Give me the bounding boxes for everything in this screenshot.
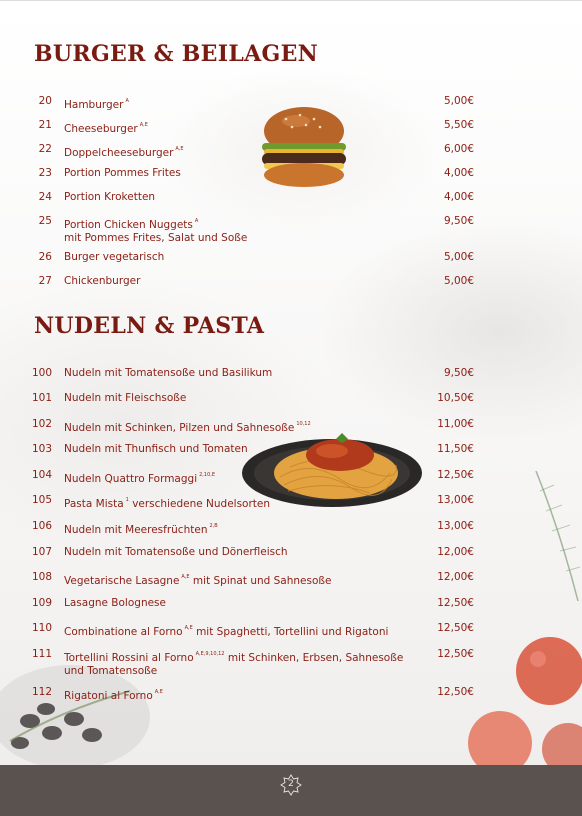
- item-price: 11,50€: [437, 443, 474, 455]
- item-price: 5,00€: [443, 251, 474, 263]
- item-name: Hamburger $^A$: [64, 98, 129, 111]
- item-price: 5,50€: [443, 119, 474, 131]
- item-number: 102: [31, 418, 52, 430]
- item-number: 108: [31, 571, 52, 583]
- tomato-decoration: [460, 621, 582, 771]
- item-price: 11,00€: [437, 418, 474, 430]
- item-number: 101: [31, 392, 52, 404]
- item-price: 12,00€: [437, 546, 474, 558]
- item-name: Chickenburger: [64, 275, 141, 287]
- item-name: Tortellini Rossini al Forno $^{A,E,9,10,12}$ mit Schinken, Erbsen, Sahnesoße und Tomatensoße: [64, 651, 404, 677]
- item-description: mit Pommes Frites, Salat und Soße: [64, 232, 248, 244]
- item-number: 107: [31, 546, 52, 558]
- item-number: 105: [31, 494, 52, 506]
- item-name: Burger vegetarisch: [64, 251, 165, 263]
- item-number: 106: [31, 520, 52, 532]
- item-price: 12,50€: [437, 648, 474, 660]
- item-price: 13,00€: [437, 520, 474, 532]
- item-name: Pasta Mista $^1$ verschiedene Nudelsorten: [64, 497, 271, 510]
- item-name: Portion Chicken Nuggets $^A$ mit Pommes Frites, Salat und Soße: [64, 218, 248, 244]
- page-footer: [0, 765, 582, 816]
- item-name: Nudeln mit Thunfisch und Tomaten: [64, 443, 248, 455]
- item-name: Combinatione al Forno $^{A,E}$ mit Spaghetti, Tortellini und Rigatoni: [64, 625, 389, 638]
- item-name: Doppelcheeseburger $^{A,E}$: [64, 146, 184, 159]
- item-name: Nudeln mit Meeresfrüchten $^{2,B}$: [64, 523, 218, 536]
- item-name: Rigatoni al Forno $^{A,E}$: [64, 689, 163, 702]
- item-number: 20: [38, 95, 52, 107]
- item-price: 5,00€: [443, 275, 474, 287]
- item-number: 23: [38, 167, 52, 179]
- item-name: Cheeseburger $^{A,E}$: [64, 122, 148, 135]
- item-name: Nudeln mit Fleischsoße: [64, 392, 187, 404]
- item-price: 4,00€: [443, 167, 474, 179]
- item-price: 12,50€: [437, 469, 474, 481]
- item-number: 110: [31, 622, 52, 634]
- item-price: 12,00€: [437, 571, 474, 583]
- item-name: Lasagne Bolognese: [64, 597, 166, 609]
- item-name: Portion Kroketten: [64, 191, 156, 203]
- item-price: 6,00€: [443, 143, 474, 155]
- item-name: Vegetarische Lasagne $^{A,E}$ mit Spinat und Sahnesoße: [64, 574, 332, 587]
- item-price: 10,50€: [437, 392, 474, 404]
- item-number: 103: [31, 443, 52, 455]
- item-price: 13,00€: [437, 494, 474, 506]
- item-description: und Tomatensoße: [64, 665, 158, 677]
- item-number: 26: [38, 251, 52, 263]
- item-name: Nudeln mit Tomatensoße und Dönerfleisch: [64, 546, 288, 558]
- item-price: 4,00€: [443, 191, 474, 203]
- item-price: 12,50€: [437, 686, 474, 698]
- item-price: 12,50€: [437, 597, 474, 609]
- item-number: 27: [38, 275, 52, 287]
- item-number: 21: [38, 119, 52, 131]
- page-number-badge: [279, 773, 303, 797]
- item-name: Nudeln mit Tomatensoße und Basilikum: [64, 367, 273, 379]
- item-number: 109: [31, 597, 52, 609]
- rosemary-decoration: [530, 471, 582, 601]
- item-number: 111: [31, 648, 52, 660]
- item-number: 100: [31, 367, 52, 379]
- section-title-pasta: NUDELN & PASTA: [34, 313, 265, 339]
- item-name: Nudeln Quattro Formaggi $^{2,10,E}$: [64, 472, 216, 485]
- section-title-burger: BURGER & BEILAGEN: [34, 41, 319, 67]
- page-number: 2: [288, 779, 294, 789]
- item-number: 25: [38, 215, 52, 227]
- item-number: 24: [38, 191, 52, 203]
- item-name: Portion Pommes Frites: [64, 167, 181, 179]
- item-number: 104: [31, 469, 52, 481]
- item-number: 112: [31, 686, 52, 698]
- item-price: 12,50€: [437, 622, 474, 634]
- item-number: 22: [38, 143, 52, 155]
- item-name: Nudeln mit Schinken, Pilzen und Sahnesoße $^{10,12}$: [64, 421, 311, 434]
- item-price: 9,50€: [443, 367, 474, 379]
- item-price: 9,50€: [443, 215, 474, 227]
- item-price: 5,00€: [443, 95, 474, 107]
